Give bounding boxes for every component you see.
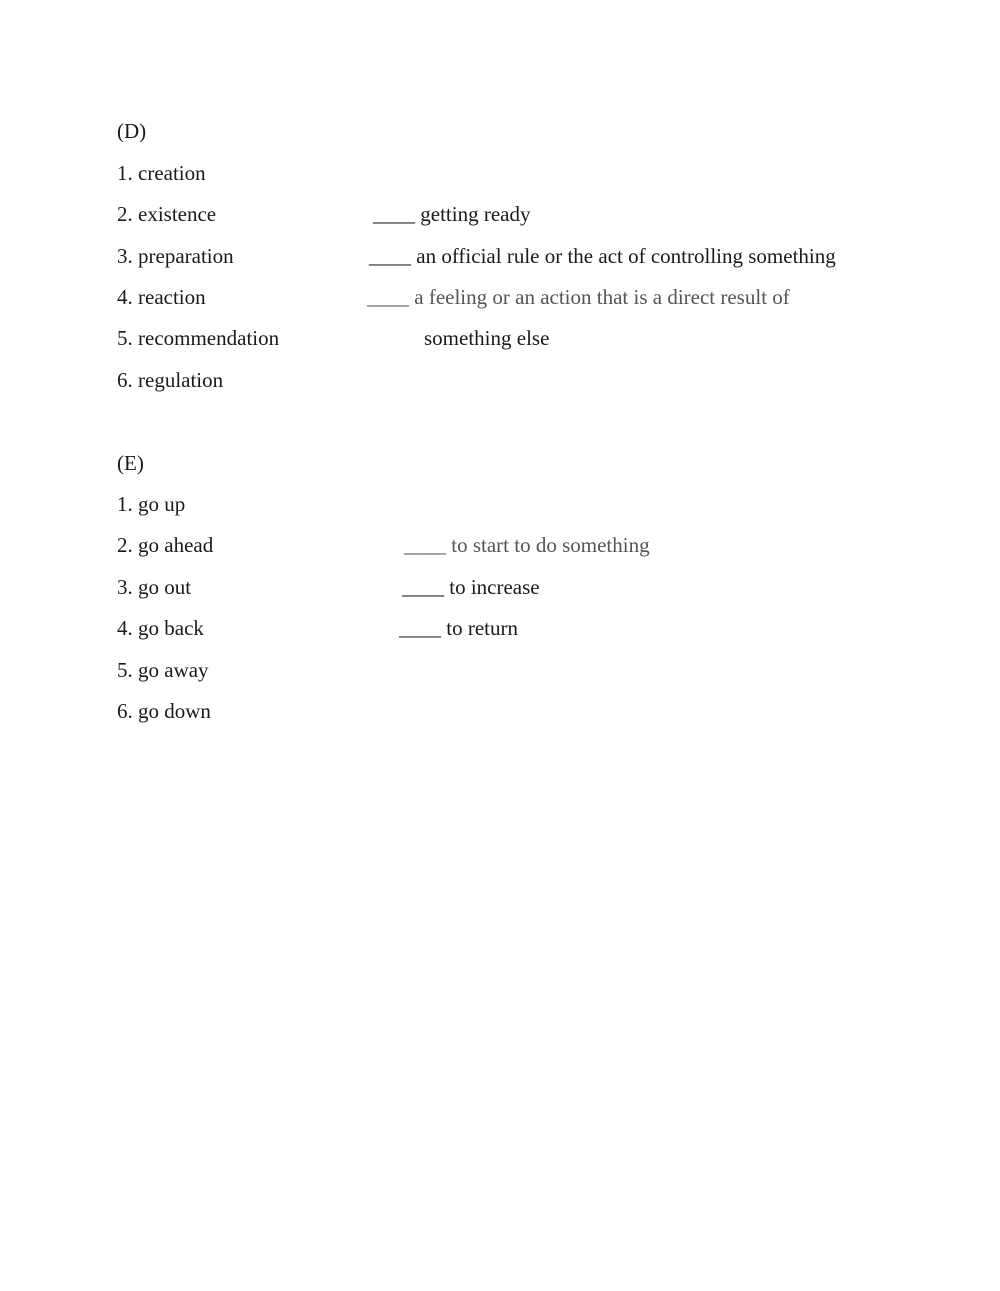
- section-d-word-4: 4. reaction: [117, 285, 206, 309]
- section-e-word-2: 2. go ahead: [117, 533, 214, 557]
- section-d-word-6: 6. regulation: [117, 368, 224, 392]
- section-d-definition-1: ____ getting ready: [373, 202, 531, 226]
- section-d-word-1: 1. creation: [117, 161, 206, 185]
- section-d-heading: (D): [117, 119, 147, 143]
- section-e-word-5: 5. go away: [117, 658, 209, 682]
- section-d-definition-3-continued: something else: [424, 326, 550, 350]
- section-e-definition-2: ____ to increase: [402, 575, 540, 599]
- section-d-word-2: 2. existence: [117, 202, 217, 226]
- section-e-word-6: 6. go down: [117, 699, 211, 723]
- section-d-word-5: 5. recommendation: [117, 326, 280, 350]
- section-e-heading: (E): [117, 451, 144, 475]
- section-d-definition-2: ____ an official rule or the act of controlling something: [369, 244, 836, 268]
- section-e-definition-1: ____ to start to do something: [404, 533, 650, 557]
- section-e-definition-3: ____ to return: [399, 616, 518, 640]
- section-e-word-1: 1. go up: [117, 492, 186, 516]
- section-e-word-4: 4. go back: [117, 616, 204, 640]
- section-d-word-3: 3. preparation: [117, 244, 234, 268]
- section-d-definition-3: ____ a feeling or an action that is a direct result of: [367, 285, 790, 309]
- section-e-word-3: 3. go out: [117, 575, 192, 599]
